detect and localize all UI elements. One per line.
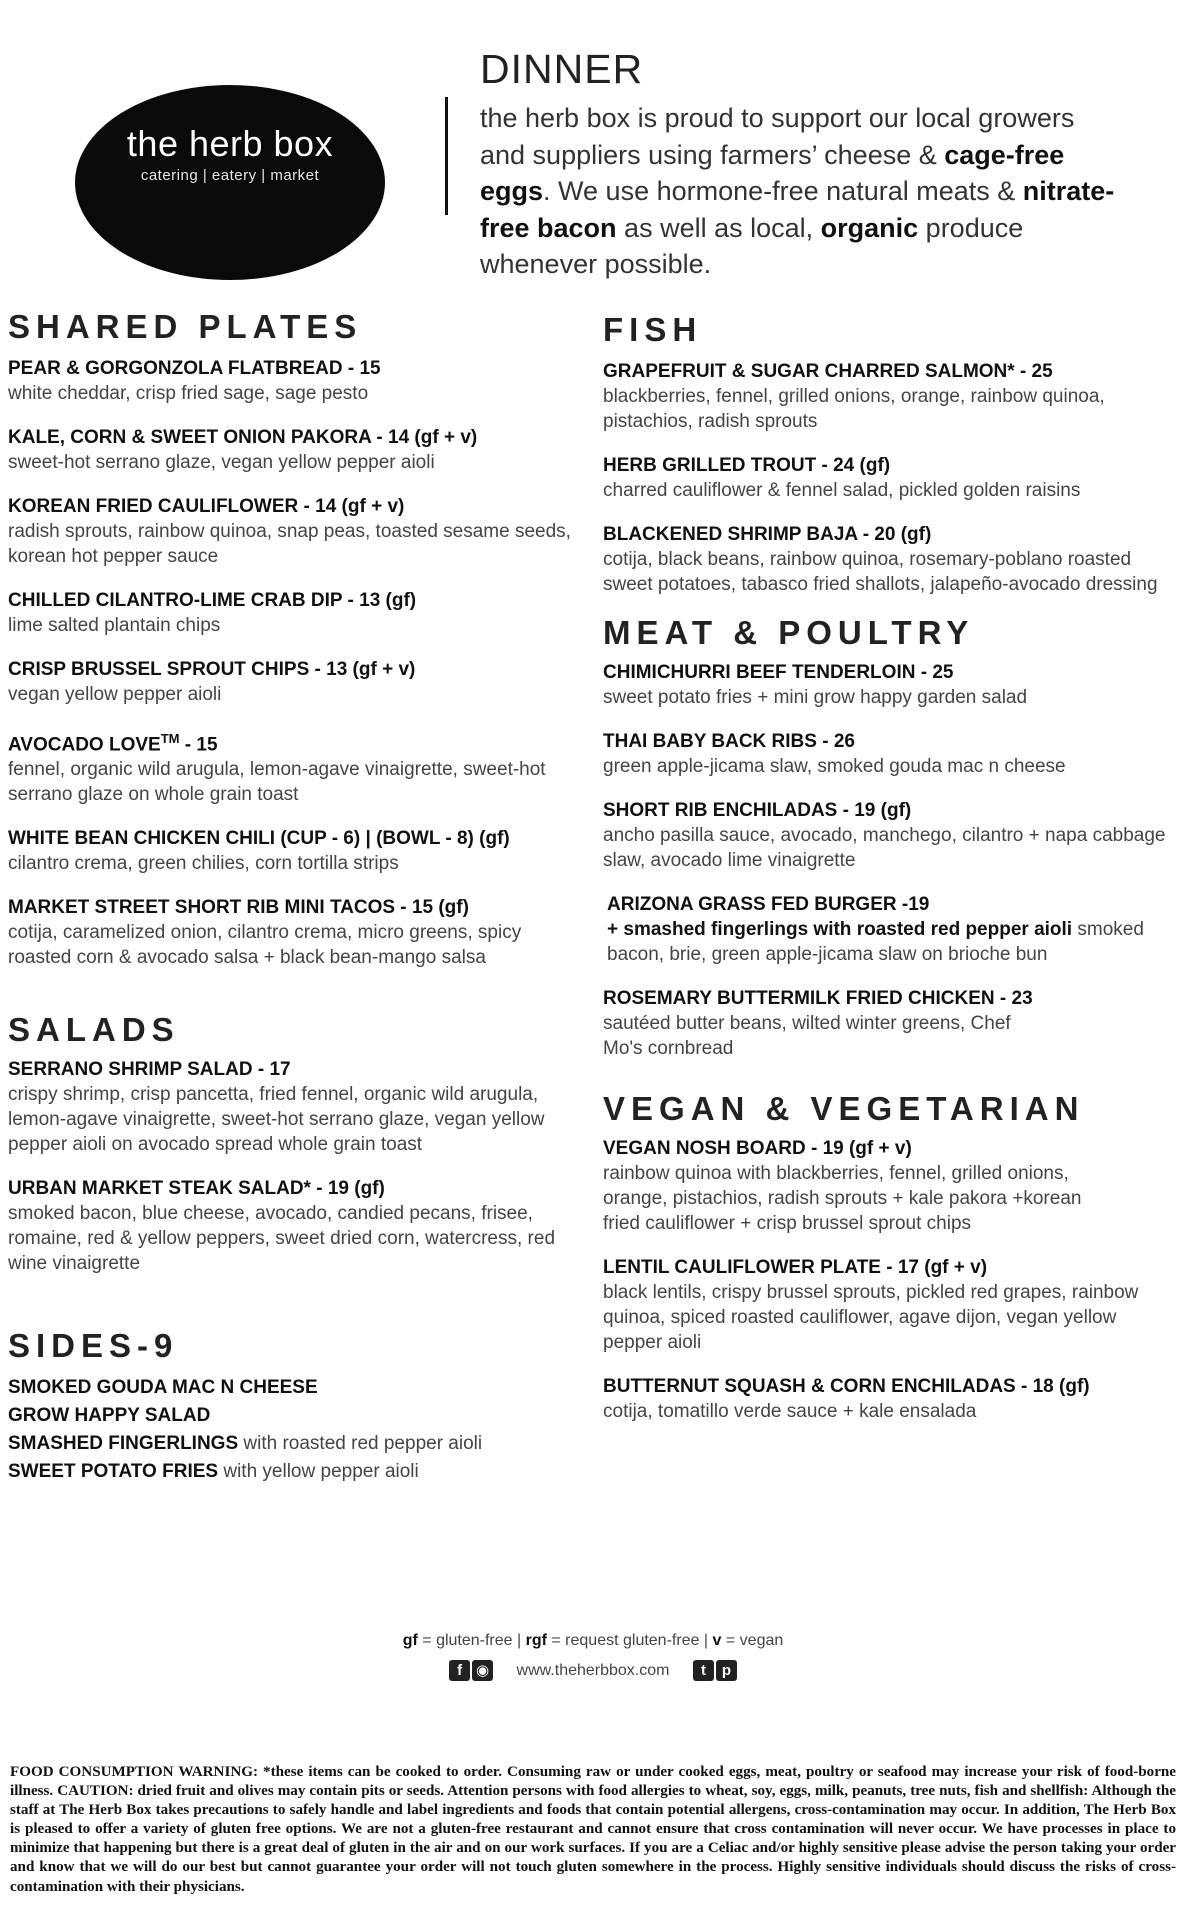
item-desc	[607, 917, 1178, 967]
item-name: HERB GRILLED TROUT - 24 (gf)	[603, 455, 891, 476]
menu-item	[8, 827, 578, 876]
item-desc: black lentils, crispy brussel sprouts, pickled red grapes, rainbow quinoa, spiced roasted cauliflower, agave dijon, vegan yellow pepper aioli	[603, 1282, 1139, 1353]
section-title: VEGAN & VEGETARIAN	[603, 1090, 1085, 1127]
item-desc: radish sprouts, rainbow quinoa, snap peas, toasted sesame seeds, korean hot pepper sauce	[8, 521, 571, 567]
item-desc: crispy shrimp, crisp pancetta, fried fennel, organic wild arugula, lemon-agave vinaigrette, sweet-hot serrano glaze, vegan yellow pepper aioli on avocado spread whole grain toast	[8, 1084, 545, 1156]
legend-text: = request gluten-free |	[546, 1632, 713, 1649]
item-name: BLACKENED SHRIMP BAJA - 20 (gf)	[603, 524, 932, 545]
menu-item	[8, 589, 578, 638]
menu-item	[8, 1058, 578, 1157]
section-title: FISH	[603, 311, 703, 348]
legend-text: = vegan	[721, 1632, 784, 1649]
section-title: MEAT & POULTRY	[603, 614, 975, 651]
item-desc: sweet potato fries + mini grow happy garden salad	[603, 687, 1028, 708]
menu-item	[8, 727, 578, 807]
item-desc-text: smoked bacon, brie, green apple-jicama slaw on brioche bun	[607, 919, 1144, 965]
item-name	[8, 727, 578, 757]
item-name: SERRANO SHRIMP SALAD - 17	[8, 1059, 291, 1081]
item-desc: cotija, black beans, rainbow quinoa, rosemary-poblano roasted sweet potatoes, tabasco fried shallots, jalapeño-avocado dressing	[603, 549, 1158, 595]
intro-run: as well as local,	[616, 212, 821, 243]
menu-item	[603, 1375, 1178, 1424]
section-title: SIDES-9	[8, 1327, 179, 1365]
item-name: LENTIL CAULIFLOWER PLATE - 17 (gf + v)	[603, 1257, 988, 1278]
section-title: SHARED PLATES	[8, 308, 363, 345]
menu-item	[603, 987, 1178, 1061]
menu-item	[603, 799, 1178, 873]
item-name: URBAN MARKET STEAK SALAD* - 19 (gf)	[8, 1178, 385, 1200]
menu-item	[8, 896, 578, 970]
item-desc: lime salted plantain chips	[8, 615, 221, 636]
item-name: PEAR & GORGONZOLA FLATBREAD - 15	[8, 358, 381, 379]
menu-item	[603, 1256, 1178, 1355]
facebook-icon[interactable]: f	[449, 1660, 470, 1681]
item-name: KALE, CORN & SWEET ONION PAKORA - 14 (gf + v)	[8, 427, 478, 448]
item-name-part: - 15	[179, 734, 218, 756]
legend-key: rgf	[525, 1632, 547, 1649]
trademark-mark: TM	[160, 731, 180, 746]
twitter-icon[interactable]: t	[693, 1660, 714, 1681]
menu-item	[603, 661, 1178, 710]
menu-item	[8, 658, 578, 707]
item-name: CHIMICHURRI BEEF TENDERLOIN - 25	[603, 662, 954, 683]
side-name: SWEET POTATO FRIES	[8, 1461, 219, 1483]
item-name: ARIZONA GRASS FED BURGER -19	[607, 894, 930, 915]
item-name: CHILLED CILANTRO-LIME CRAB DIP - 13 (gf)	[8, 590, 417, 611]
item-name: KOREAN FRIED CAULIFLOWER - 14 (gf + v)	[8, 496, 405, 517]
logo-name: the herb box	[126, 123, 334, 164]
item-desc: white cheddar, crisp fried sage, sage pesto	[8, 383, 369, 404]
item-desc: smoked bacon, blue cheese, avocado, candied pecans, frisee, romaine, red & yellow peppers, sweet dried corn, watercress, red wine vinaigrette	[8, 1203, 556, 1275]
side-item	[8, 1402, 578, 1430]
item-desc: cotija, tomatillo verde sauce + kale ensalada	[603, 1401, 977, 1422]
item-name: GRAPEFRUIT & SUGAR CHARRED SALMON* - 25	[603, 361, 1053, 382]
menu-item	[603, 360, 1178, 434]
item-name: VEGAN NOSH BOARD - 19 (gf + v)	[603, 1138, 912, 1159]
legend-key: gf	[402, 1632, 418, 1649]
item-name: MARKET STREET SHORT RIB MINI TACOS - 15 (gf)	[8, 897, 469, 919]
intro-text	[480, 100, 1120, 283]
left-column	[8, 305, 578, 1486]
item-desc: cotija, caramelized onion, cilantro crema, micro greens, spicy roasted corn & avocado salsa + black bean-mango salsa	[8, 922, 522, 969]
website-link[interactable]: www.theherbbox.com	[516, 1661, 670, 1679]
fish-section	[603, 308, 1178, 597]
side-desc: with yellow pepper aioli	[218, 1461, 419, 1483]
item-desc-bold: + smashed fingerlings with roasted red pepper aioli	[607, 919, 1073, 940]
item-name: CRISP BRUSSEL SPROUT CHIPS - 13 (gf + v)	[8, 659, 416, 680]
intro-run-bold: cage-free eggs	[480, 139, 1065, 206]
right-column	[603, 308, 1178, 1424]
page-title: DINNER	[480, 46, 644, 92]
item-desc: sautéed butter beans, wilted winter greens, Chef Mo's cornbread	[603, 1013, 1011, 1059]
item-name: ROSEMARY BUTTERMILK FRIED CHICKEN - 23	[603, 988, 1033, 1009]
item-name: WHITE BEAN CHICKEN CHILI (CUP - 6) | (BOWL - 8) (gf)	[8, 828, 510, 850]
item-desc: charred cauliflower & fennel salad, pickled golden raisins	[603, 480, 1081, 501]
sides-section	[8, 1324, 578, 1486]
vegan-vegetarian-section	[603, 1087, 1178, 1424]
section-title: SALADS	[8, 1011, 180, 1049]
menu-item	[8, 357, 578, 406]
menu-item	[603, 893, 1178, 967]
website-row	[0, 1660, 1186, 1681]
item-name: THAI BABY BACK RIBS - 26	[603, 731, 855, 752]
item-name: SHORT RIB ENCHILADAS - 19 (gf)	[603, 800, 912, 821]
item-desc: ancho pasilla sauce, avocado, manchego, cilantro + napa cabbage slaw, avocado lime vinaigrette	[603, 825, 1166, 871]
side-name: SMOKED GOUDA MAC N CHEESE	[8, 1377, 318, 1399]
food-consumption-warning: FOOD CONSUMPTION WARNING: *these items can be cooked to order. Consuming raw or under cooked eggs, meat, poultry or seafood may increase your risk of food-borne illness. CAUTION: dried fruit and olives may contain pits or seeds. Attention persons with food allergies to wheat, soy, eggs, milk, peanuts, tree nuts, fish and shellfish: Although the staff at The Herb Box takes precautions to safely handle and label ingredients and foods that contain potential allergens, cross-contamination may occur. In addition, The Herb Box is pleased to offer a variety of gluten free options. We are not a gluten-free restaurant and cannot ensure that cross contamination will never occur. We have processes in place to minimize that happening but there is a great deal of gluten in the air and on our work surfaces. If you are a Celiac and/or highly sensitive please advise the person taking your order and know that we will do our best but cannot guarantee your order will not touch gluten somewhere in the process. Highly sensitive individuals should discuss the risks of cross-contamination with their physicians.	[10, 1764, 1176, 1895]
menu-item	[603, 523, 1178, 597]
intro-run-bold: organic	[820, 212, 919, 243]
legend-key: v	[712, 1632, 722, 1649]
dietary-legend	[0, 1632, 1186, 1650]
logo-tagline: catering | eatery | market	[140, 167, 320, 184]
menu-item	[603, 730, 1178, 779]
instagram-icon[interactable]: ◉	[472, 1660, 493, 1681]
item-desc: rainbow quinoa with blackberries, fennel, grilled onions, orange, pistachios, radish sprouts + kale pakora +korean fried cauliflower + crisp brussel sprout chips	[603, 1163, 1082, 1234]
intro-run: produce whenever possible.	[480, 212, 1024, 279]
herb-box-logo	[75, 85, 385, 280]
item-desc: green apple-jicama slaw, smoked gouda mac n cheese	[603, 756, 1066, 777]
item-desc: vegan yellow pepper aioli	[8, 684, 222, 705]
menu-item	[603, 1137, 1178, 1236]
sides-list	[8, 1374, 578, 1486]
legend-text: = gluten-free |	[417, 1632, 526, 1649]
side-desc: with roasted red pepper aioli	[238, 1433, 483, 1455]
header-divider	[445, 97, 448, 215]
intro-run-bold: nitrate-free bacon	[480, 176, 1115, 243]
menu-item	[8, 495, 578, 569]
meat-poultry-section	[603, 611, 1178, 1061]
side-item	[8, 1374, 578, 1402]
item-desc: sweet-hot serrano glaze, vegan yellow pepper aioli	[8, 452, 435, 473]
item-name: BUTTERNUT SQUASH & CORN ENCHILADAS - 18 (gf)	[603, 1376, 1090, 1397]
salads-section	[8, 1008, 578, 1276]
shared-plates-section	[8, 305, 578, 970]
intro-run: . We use hormone-free natural meats &	[543, 176, 1023, 206]
side-item	[8, 1430, 578, 1458]
intro-run: the herb box is proud to support our local growers and suppliers using farmers’ cheese &	[480, 103, 1075, 170]
side-item	[8, 1458, 578, 1486]
menu-item	[8, 1177, 578, 1276]
side-name: GROW HAPPY SALAD	[8, 1405, 211, 1427]
pinterest-icon[interactable]: p	[716, 1660, 737, 1681]
menu-item	[8, 426, 578, 475]
item-desc: blackberries, fennel, grilled onions, orange, rainbow quinoa, pistachios, radish sprouts	[603, 386, 1105, 432]
menu-item	[603, 454, 1178, 503]
item-desc: fennel, organic wild arugula, lemon-agave vinaigrette, sweet-hot serrano glaze on whole grain toast	[8, 759, 546, 806]
side-name: SMASHED FINGERLINGS	[8, 1433, 239, 1455]
item-name-part: AVOCADO LOVE	[8, 734, 161, 756]
item-desc: cilantro crema, green chilies, corn tortilla strips	[8, 853, 399, 875]
